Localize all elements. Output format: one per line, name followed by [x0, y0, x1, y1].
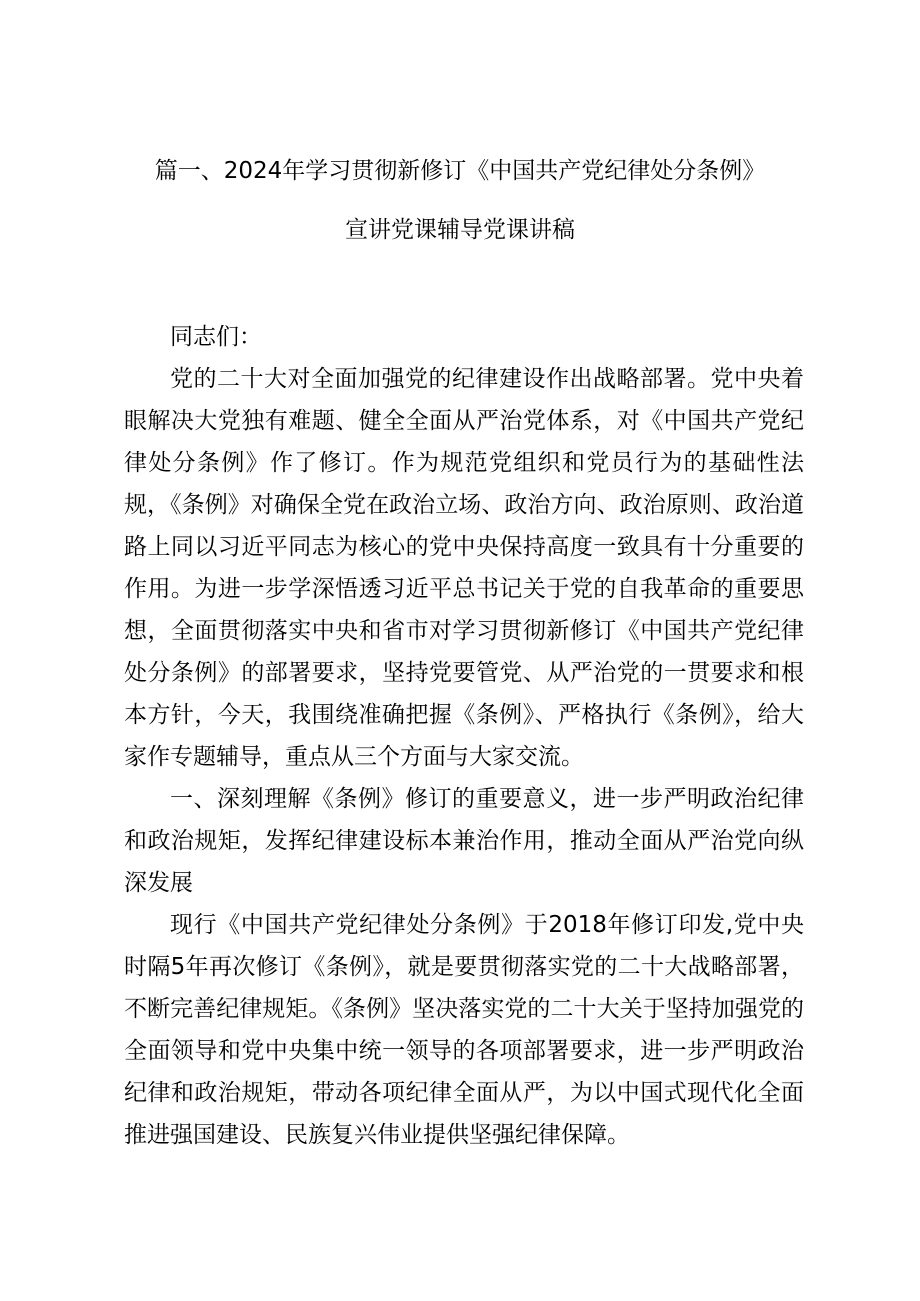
document-title-line-2: 宣讲党课辅导党课讲稿	[345, 217, 575, 243]
document-body	[124, 316, 804, 1156]
section-heading-1: 一、深刻理解《条例》修订的重要意义，进一步严明政治纪律和政治规矩，发挥纪律建设标本兼治作用，推动全面从严治党向纵深发展	[124, 786, 804, 896]
document-title-line-1: 篇一、2024年学习贯彻新修订《中国共产党纪律处分条例》	[154, 158, 766, 184]
paragraph-intro: 党的二十大对全面加强党的纪律建设作出战略部署。党中央着眼解决大党独有难题、健全全面从严治党体系，对《中国共产党纪律处分条例》作了修订。作为规范党组织和党员行为的基础性法规，《条例》对确保全党在政治立场、政治方向、政治原则、政治道路上同以习近平同志为核心的党中央保持高度一致具有十分重要的作用。为进一步学深悟透习近平总书记关于党的自我革命的重要思想，全面贯彻落实中央和省市对学习贯彻新修订《中国共产党纪律处分条例》的部署要求，坚持党要管党、从严治党的一贯要求和根本方针，今天，我围绕准确把握《条例》、严格执行《条例》，给大家作专题辅导，重点从三个方面与大家交流。	[124, 366, 804, 770]
salutation: 同志们：	[170, 324, 262, 350]
paragraph-section-1: 现行《中国共产党纪律处分条例》于2018年修订印发,党中央时隔5年再次修订《条例》，就是要贯彻落实党的二十大战略部署，不断完善纪律规矩。《条例》坚决落实党的二十大关于坚持加强党的全面领导和党中央集中统一领导的各项部署要求，进一步严明政治纪律和政治规矩，带动各项纪律全面从严，为以中国式现代化全面推进强国建设、民族复兴伟业提供坚强纪律保障。	[124, 912, 804, 1148]
